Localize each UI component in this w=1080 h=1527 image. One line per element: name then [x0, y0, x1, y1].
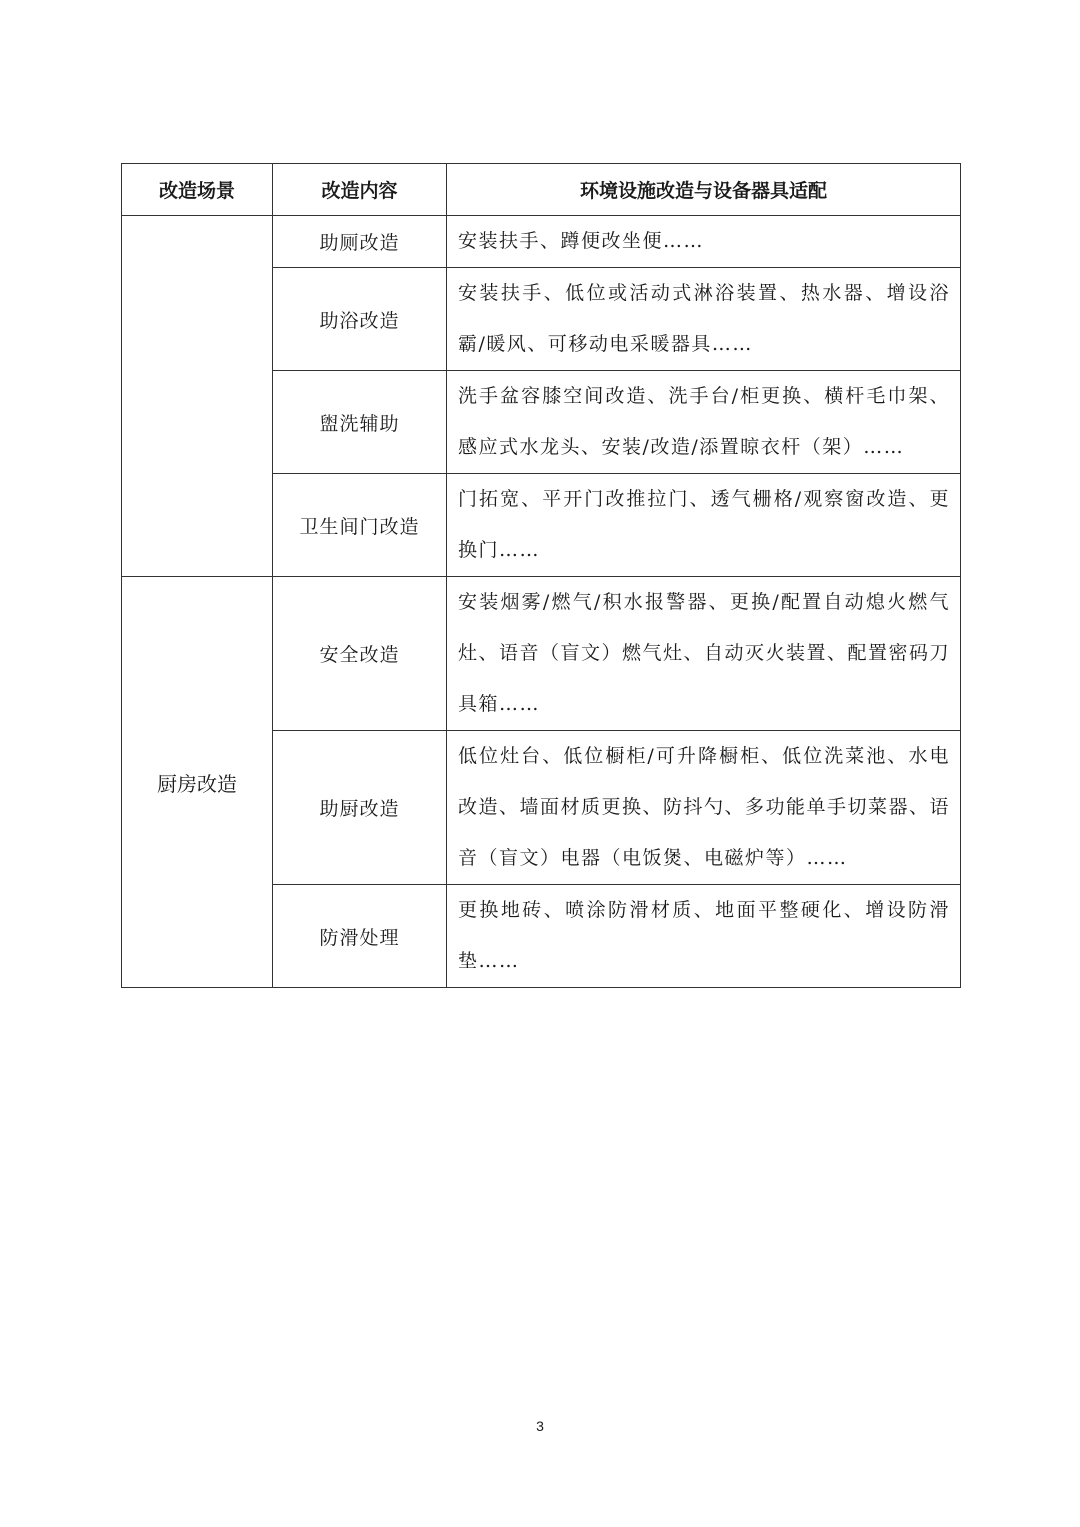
header-content: 改造内容 [273, 164, 447, 216]
detail-cell: 安装扶手、低位或活动式淋浴装置、热水器、增设浴霸/暖风、可移动电采暖器具…… [447, 268, 961, 371]
page-number: 3 [536, 1418, 544, 1434]
content-cell: 助浴改造 [273, 268, 447, 371]
detail-cell: 洗手盆容膝空间改造、洗手台/柜更换、横杆毛巾架、感应式水龙头、安装/改造/添置晾衣杆（架）…… [447, 371, 961, 474]
detail-cell: 更换地砖、喷涂防滑材质、地面平整硬化、增设防滑垫…… [447, 885, 961, 988]
content-cell: 卫生间门改造 [273, 474, 447, 577]
detail-cell: 安装烟雾/燃气/积水报警器、更换/配置自动熄火燃气灶、语音（盲文）燃气灶、自动灭火装置、配置密码刀具箱…… [447, 577, 961, 731]
content-cell: 助厨改造 [273, 731, 447, 885]
content-cell: 安全改造 [273, 577, 447, 731]
header-scene: 改造场景 [122, 164, 273, 216]
table-header-row [122, 164, 961, 216]
content-cell: 防滑处理 [273, 885, 447, 988]
detail-cell: 安装扶手、蹲便改坐便…… [447, 216, 961, 268]
detail-cell: 门拓宽、平开门改推拉门、透气栅格/观察窗改造、更换门…… [447, 474, 961, 577]
header-detail: 环境设施改造与设备器具适配 [447, 164, 961, 216]
content-cell: 盥洗辅助 [273, 371, 447, 474]
content-cell: 助厕改造 [273, 216, 447, 268]
scene-cell-bathroom [122, 216, 273, 577]
table-row [122, 577, 961, 731]
table-row [122, 216, 961, 268]
detail-cell: 低位灶台、低位橱柜/可升降橱柜、低位洗菜池、水电改造、墙面材质更换、防抖勺、多功能单手切菜器、语音（盲文）电器（电饭煲、电磁炉等）…… [447, 731, 961, 885]
renovation-table [121, 163, 961, 988]
scene-cell-kitchen: 厨房改造 [122, 577, 273, 988]
